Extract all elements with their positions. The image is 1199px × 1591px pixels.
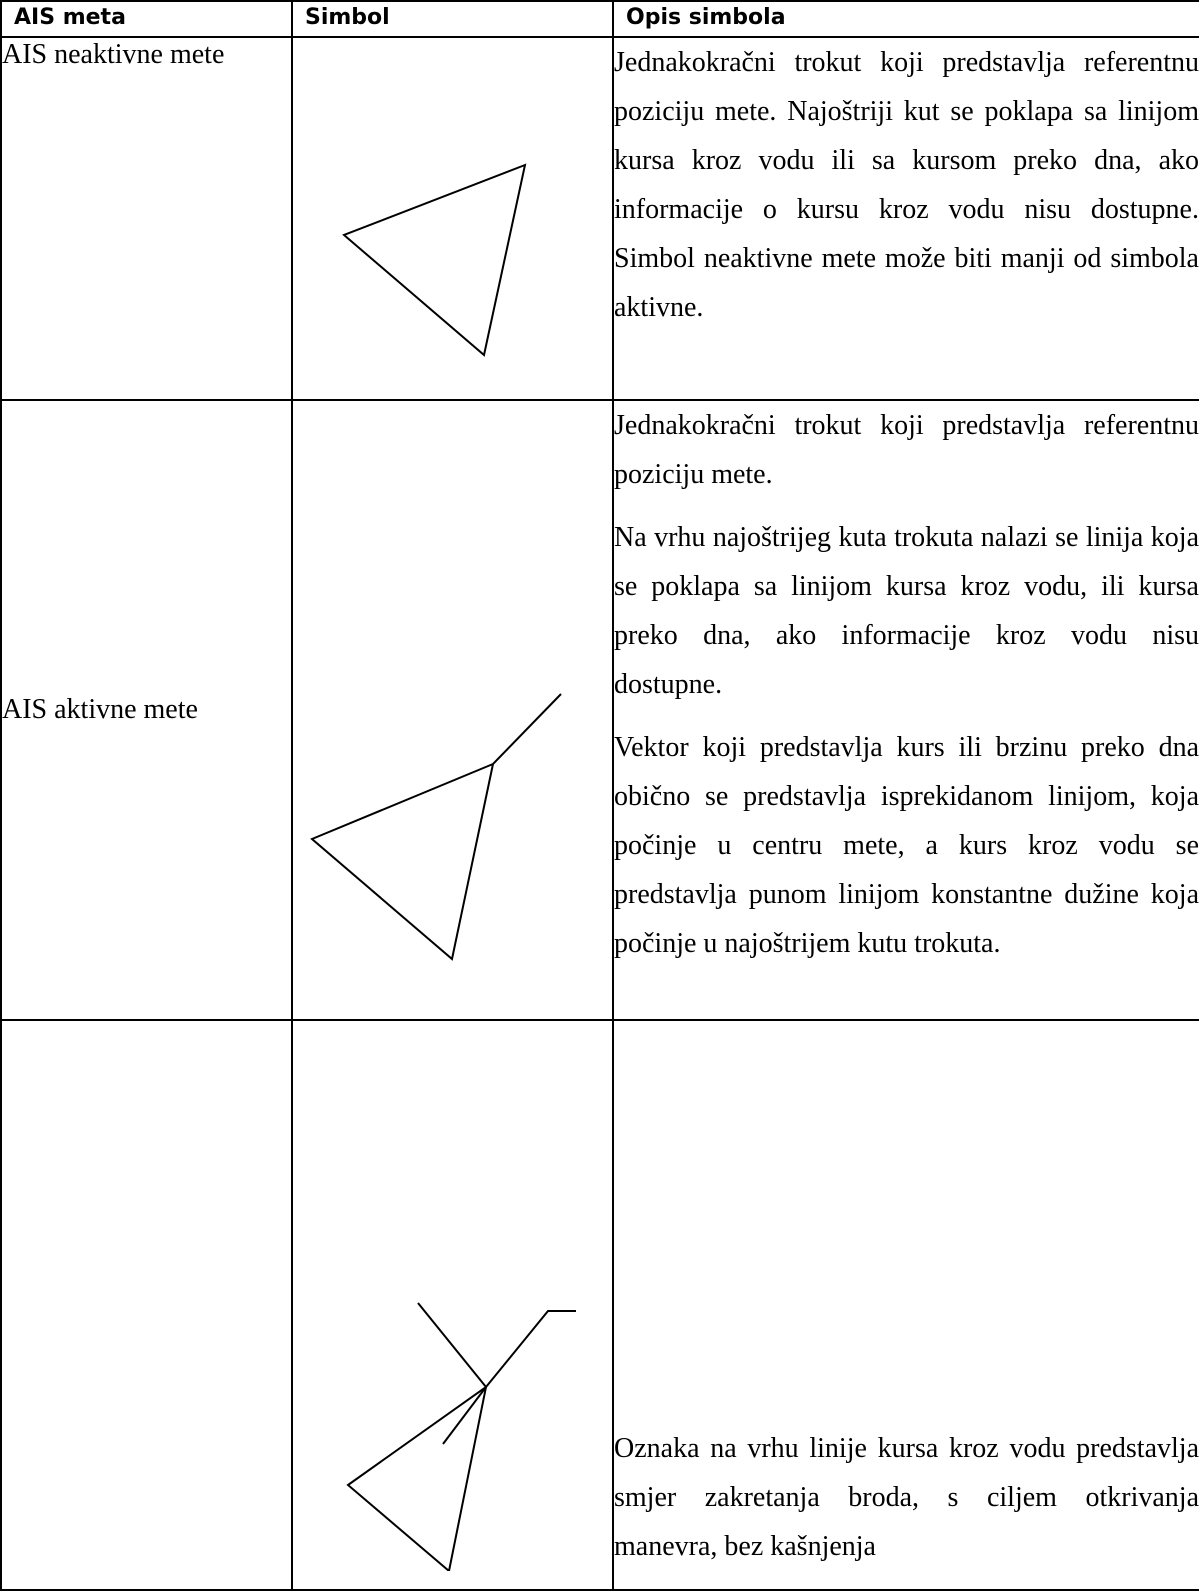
description-paragraph: Oznaka na vrhu linije kursa kroz vodu predstavlja smjer zakretanja broda, s ciljem otkrivanja manevra, bez kašnjenja — [614, 1433, 1199, 1562]
header-row — [1, 1, 1199, 37]
turning-target-triangle-with-turn-flag-icon — [293, 1021, 612, 1571]
symbol-cell — [292, 1020, 613, 1590]
row-meta-label: AIS aktivne mete — [1, 400, 292, 1020]
header-ais-meta: AIS meta — [1, 1, 292, 37]
table-row — [1, 37, 1199, 400]
table-row — [1, 400, 1199, 1020]
row-meta-label — [1, 1020, 292, 1590]
description-paragraph: Jednakokračni trokut koji predstavlja referentnu poziciju mete. Najoštriji kut se poklapa sa linijom kursa kroz vodu ili sa kursom preko dna, ako informacije o kursu kroz vodu nisu dostupne. Simbol neaktivne mete može biti manji od simbola aktivne. — [614, 47, 1199, 323]
inactive-target-triangle-icon — [293, 38, 612, 399]
header-simbol: Simbol — [292, 1, 613, 37]
symbol-cell — [292, 400, 613, 1020]
row-description — [613, 400, 1199, 1020]
header-opis-simbola: Opis simbola — [613, 1, 1199, 37]
row-meta-label: AIS neaktivne mete — [1, 37, 292, 400]
row-description — [613, 37, 1199, 400]
table-row — [1, 1020, 1199, 1590]
description-paragraph: Na vrhu najoštrijeg kuta trokuta nalazi se linija koja se poklapa sa linijom kursa kroz vodu, ili kursa preko dna, ako informacije kroz vodu nisu dostupne. — [614, 522, 1199, 700]
description-paragraph: Jednakokračni trokut koji predstavlja referentnu poziciju mete. — [614, 410, 1199, 490]
row-description — [613, 1020, 1199, 1590]
active-target-triangle-with-heading-line-icon — [293, 401, 612, 1019]
symbol-cell — [292, 37, 613, 400]
description-paragraph: Vektor koji predstavlja kurs ili brzinu preko dna obično se predstavlja isprekidanom linijom, koja počinje u centru mete, a kurs kroz vodu se predstavlja punom linijom konstantne dužine koja počinje u najoštrijem kutu trokuta. — [614, 732, 1199, 959]
